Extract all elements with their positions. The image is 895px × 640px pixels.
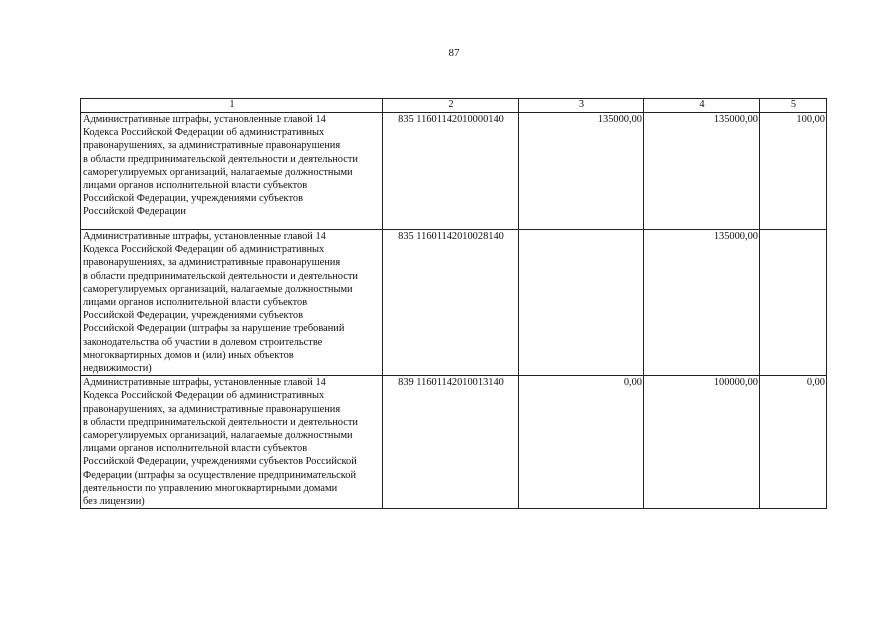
row-amount-col3: 135000,00 [519, 113, 644, 230]
row-amount-col4: 135000,00 [644, 230, 760, 376]
row-amount-col5: 100,00 [760, 113, 827, 230]
page-number: 87 [448, 47, 460, 59]
row-amount-col3: 0,00 [519, 376, 644, 509]
row-amount-col5 [760, 230, 827, 376]
row-description: Административные штрафы, установленные главой 14 Кодекса Российской Федерации об административных правонарушениях, за административные правонарушения в области предпринимательской деятельности и деятельности саморегулируемых организаций, налагаемые должностными лицами органов исполнительной власти субъектов Российской Федерации, учреждениями субъектов Российской Федерации (штрафы за нарушение требований законодательства об участии в долевом строительстве многоквартирных домов и (или) иных объектов недвижимости) [81, 230, 383, 376]
row-description: Административные штрафы, установленные главой 14 Кодекса Российской Федерации об административных правонарушениях, за административные правонарушения в области предпринимательской деятельности и деятельности саморегулируемых организаций, налагаемые должностными лицами органов исполнительной власти субъектов Российской Федерации, учреждениями субъектов Российской Федерации [81, 113, 383, 230]
header-col-2: 2 [383, 99, 519, 113]
row-amount-col3 [519, 230, 644, 376]
header-row [81, 99, 827, 113]
row-amount-col4: 100000,00 [644, 376, 760, 509]
row-description: Административные штрафы, установленные главой 14 Кодекса Российской Федерации об административных правонарушениях, за административные правонарушения в области предпринимательской деятельности и деятельности саморегулируемых организаций, налагаемые должностными лицами органов исполнительной власти субъектов Российской Федерации, учреждениями субъектов Российской Федерации (штрафы за осуществление предпринимательской деятельности по управлению многоквартирными домами без лицензии) [81, 376, 383, 509]
header-col-1: 1 [81, 99, 383, 113]
header-col-4: 4 [644, 99, 760, 113]
table-row [81, 376, 827, 509]
row-amount-col5: 0,00 [760, 376, 827, 509]
table-row [81, 113, 827, 230]
row-amount-col4: 135000,00 [644, 113, 760, 230]
row-code: 835 11601142010000140 [383, 113, 519, 230]
header-col-5: 5 [760, 99, 827, 113]
row-code: 835 11601142010028140 [383, 230, 519, 376]
budget-table [80, 98, 827, 509]
row-code: 839 11601142010013140 [383, 376, 519, 509]
table-row [81, 230, 827, 376]
header-col-3: 3 [519, 99, 644, 113]
